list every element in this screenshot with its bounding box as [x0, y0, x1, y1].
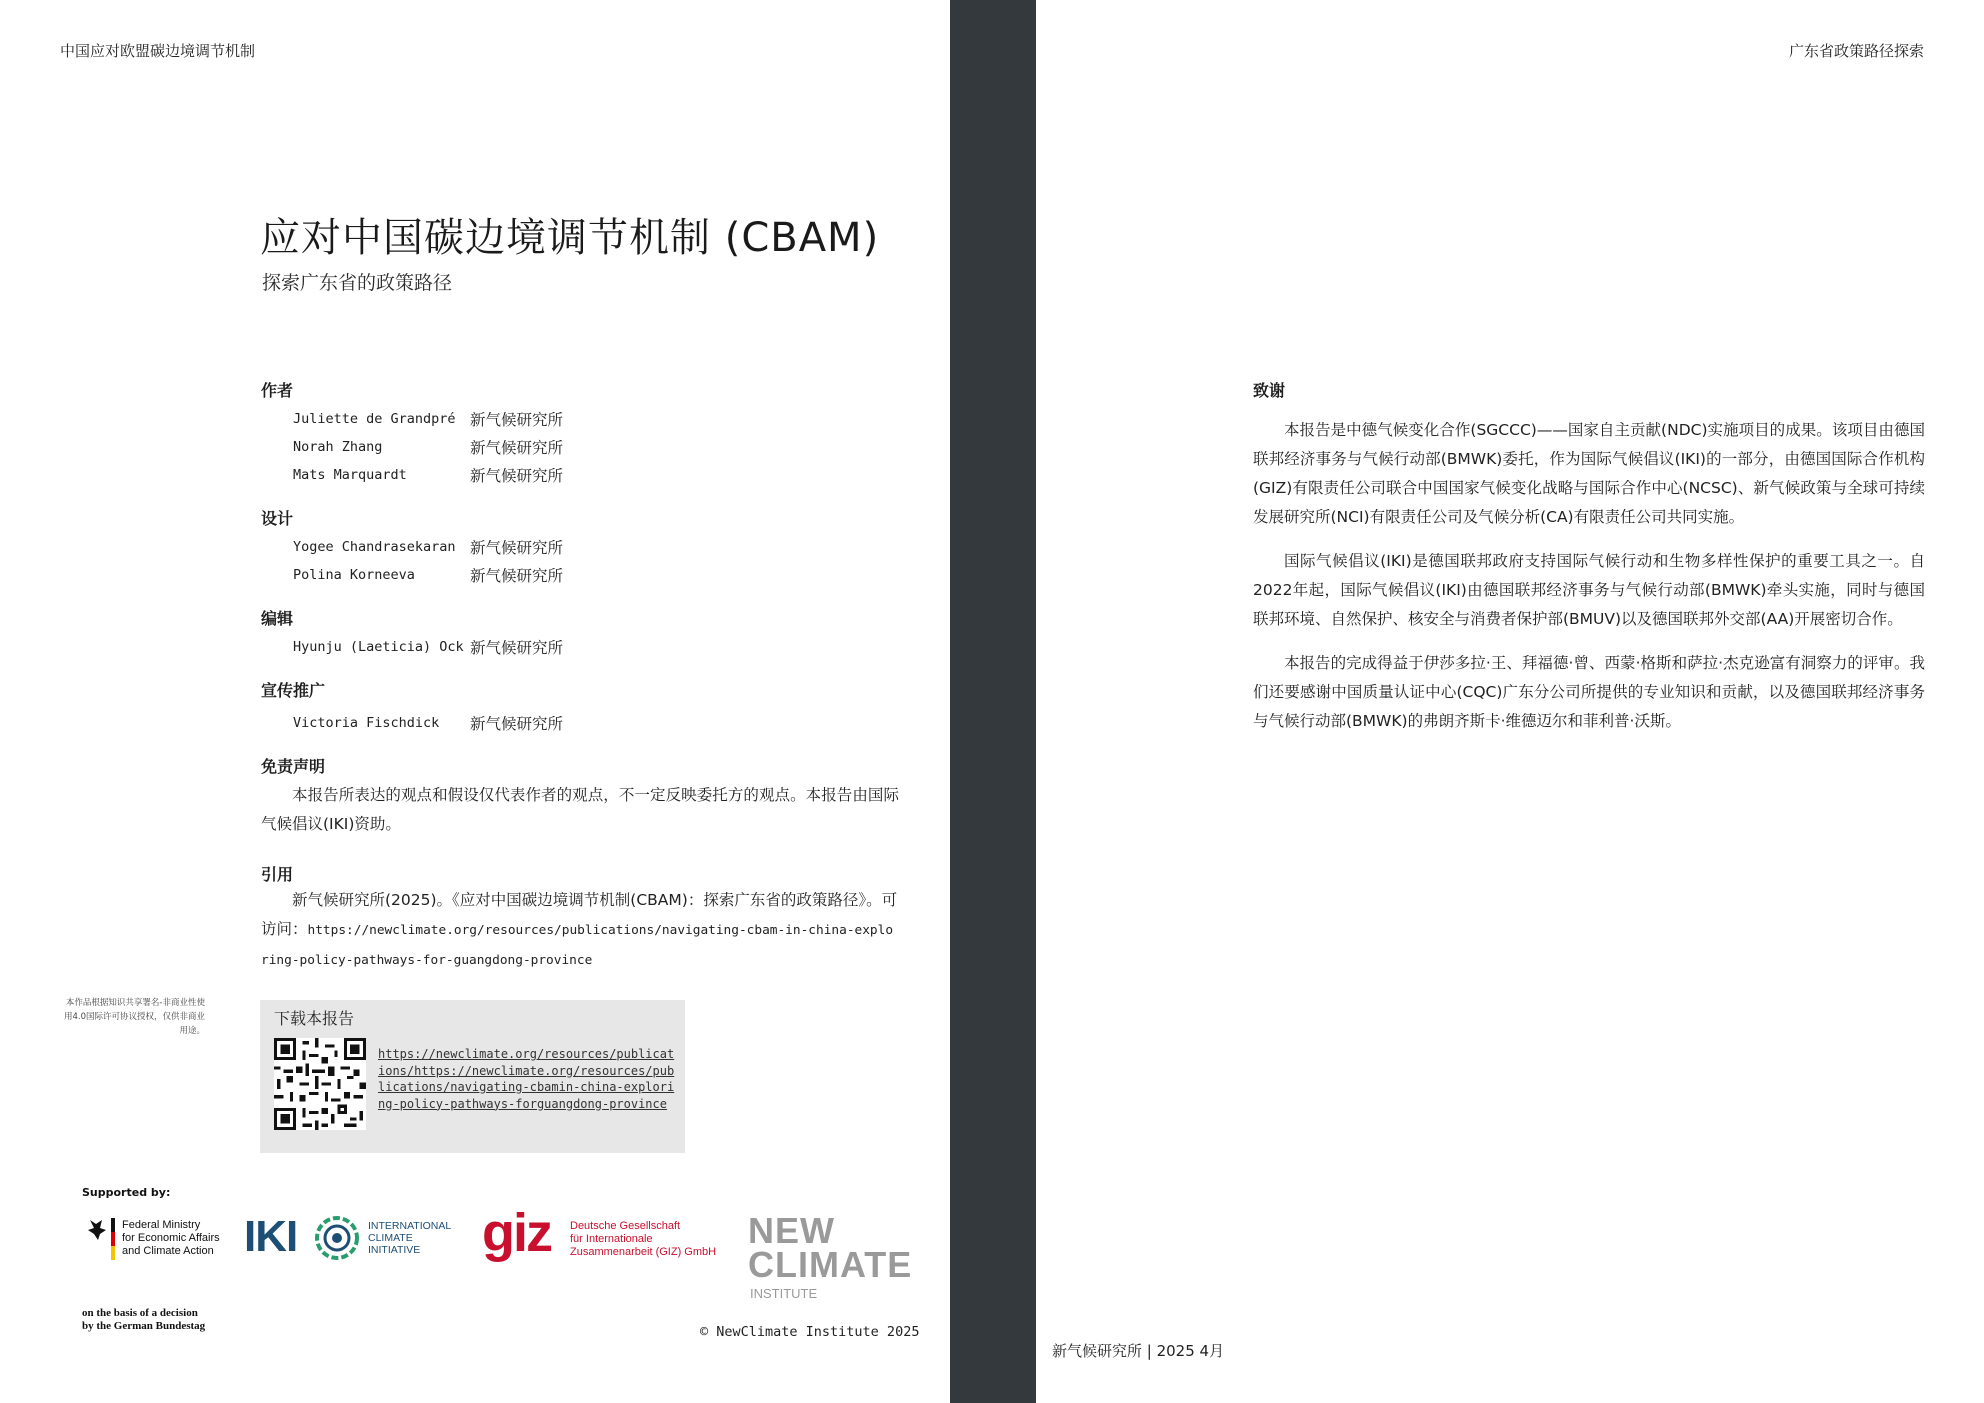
acknowledgements-heading: 致谢 [1253, 381, 1286, 400]
download-heading: 下载本报告 [274, 1009, 355, 1028]
editing-heading: 编辑 [261, 609, 294, 628]
page-title: 应对中国碳边境调节机制 (CBAM) [260, 215, 880, 261]
author-name: Juliette de Grandpré [293, 411, 456, 427]
promotion-name: Victoria Fischdick [293, 715, 440, 731]
citation-heading: 引用 [261, 865, 294, 884]
page-gutter-band [950, 0, 1036, 1403]
disclaimer-text: 本报告所表达的观点和假设仅代表作者的观点，不一定反映委托方的观点。本报告由国际气候倡议(IKI)资助。 [261, 786, 899, 833]
citation-text: 新气候研究所(2025)。《应对中国碳边境调节机制(CBAM)：探索广东省的政策路径》。可访问：https://newclimate.org/resources/publications/navigating-cbam-in-china-exploring-policy-pathways-for-guangdong-province [261, 891, 898, 968]
iki-logo-wordmark: IKI [244, 1212, 298, 1261]
designer-name: Polina Korneeva [293, 567, 415, 583]
page-subtitle: 探索广东省的政策路径 [262, 272, 453, 294]
author-name: Mats Marquardt [293, 467, 407, 483]
acknowledgements-body [1253, 416, 1925, 751]
designer-name: Yogee Chandrasekaran [293, 539, 456, 555]
license-note: 本作品根据知识共享署名-非商业性使用4.0国际许可协议授权，仅供非商业用途。 [63, 998, 205, 1036]
designer-org: 新气候研究所 [470, 567, 564, 585]
supported-by-label: Supported by: [82, 1186, 171, 1199]
bmwk-logo-text: Federal Ministry for Economic Affairs and Climate Action [122, 1219, 220, 1257]
german-eagle-flag-icon [82, 1218, 116, 1288]
iki-ring-icon [313, 1214, 361, 1262]
design-heading: 设计 [261, 509, 294, 528]
qr-code-icon[interactable] [274, 1038, 366, 1130]
bundestag-note: on the basis of a decision by the German Bundestag [82, 1307, 206, 1332]
newclimate-logo-subtitle: INSTITUTE [750, 1286, 818, 1301]
iki-logo-text: INTERNATIONAL CLIMATE INITIATIVE [368, 1220, 452, 1256]
acknowledgements-paragraph: 本报告的完成得益于伊莎多拉·王、拜福德·曾、西蒙·格斯和萨拉·杰克逊富有洞察力的评审。我们还要感谢中国质量认证中心(CQC)广东分公司所提供的专业知识和贡献，以及德国联邦经济事务与气候行动部(BMWK)的弗朗齐斯卡·维德迈尔和菲利普·沃斯。 [1253, 654, 1925, 730]
copyright: © NewClimate Institute 2025 [700, 1324, 920, 1340]
editor-org: 新气候研究所 [470, 639, 564, 657]
promotion-heading: 宣传推广 [261, 681, 326, 700]
running-header-left: 中国应对欧盟碳边境调节机制 [60, 42, 256, 60]
author-name: Norah Zhang [293, 439, 383, 455]
disclaimer-heading: 免责声明 [261, 757, 326, 776]
acknowledgements-paragraph: 本报告是中德气候变化合作(SGCCC)——国家自主贡献(NDC)实施项目的成果。该项目由德国联邦经济事务与气候行动部(BMWK)委托，作为国际气候倡议(IKI)的一部分，由德国国际合作机构(GIZ)有限责任公司联合中国国家气候变化战略与国际合作中心(NCSC)、新气候政策与全球可持续发展研究所(NCI)有限责任公司及气候分析(CA)有限责任公司共同实施。 [1253, 421, 1925, 526]
author-org: 新气候研究所 [470, 411, 564, 429]
download-link[interactable]: https://newclimate.org/resources/publications/https://newclimate.org/resources/publications/navigating-cbamin-china-exploring-policy-pathways-forguangdong-province [378, 1047, 675, 1111]
author-org: 新气候研究所 [470, 439, 564, 457]
running-header-right: 广东省政策路径探索 [1788, 42, 1924, 60]
author-org: 新气候研究所 [470, 467, 564, 485]
promotion-org: 新气候研究所 [470, 715, 564, 733]
newclimate-logo-wordmark: NEW CLIMATE [748, 1210, 913, 1285]
designer-org: 新气候研究所 [470, 539, 564, 557]
editor-name: Hyunju (Laeticia) Ock [293, 639, 464, 655]
citation-url[interactable]: https://newclimate.org/resources/publications/navigating-cbam-in-china-exploring-policy-pathways-for-guangdong-province [261, 923, 894, 968]
page-footer: 新气候研究所 | 2025 4月 [1052, 1342, 1225, 1360]
authors-heading: 作者 [261, 381, 294, 400]
giz-logo-text: Deutsche Gesellschaft für Internationale Zusammenarbeit (GIZ) GmbH [570, 1220, 717, 1258]
acknowledgements-paragraph: 国际气候倡议(IKI)是德国联邦政府支持国际气候行动和生物多样性保护的重要工具之一。自2022年起，国际气候倡议(IKI)由德国联邦经济事务与气候行动部(BMWK)牵头实施，同时与德国联邦环境、自然保护、核安全与消费者保护部(BMUV)以及德国联邦外交部(AA)开展密切合作。 [1253, 552, 1925, 628]
giz-logo-wordmark: giz [482, 1203, 551, 1263]
